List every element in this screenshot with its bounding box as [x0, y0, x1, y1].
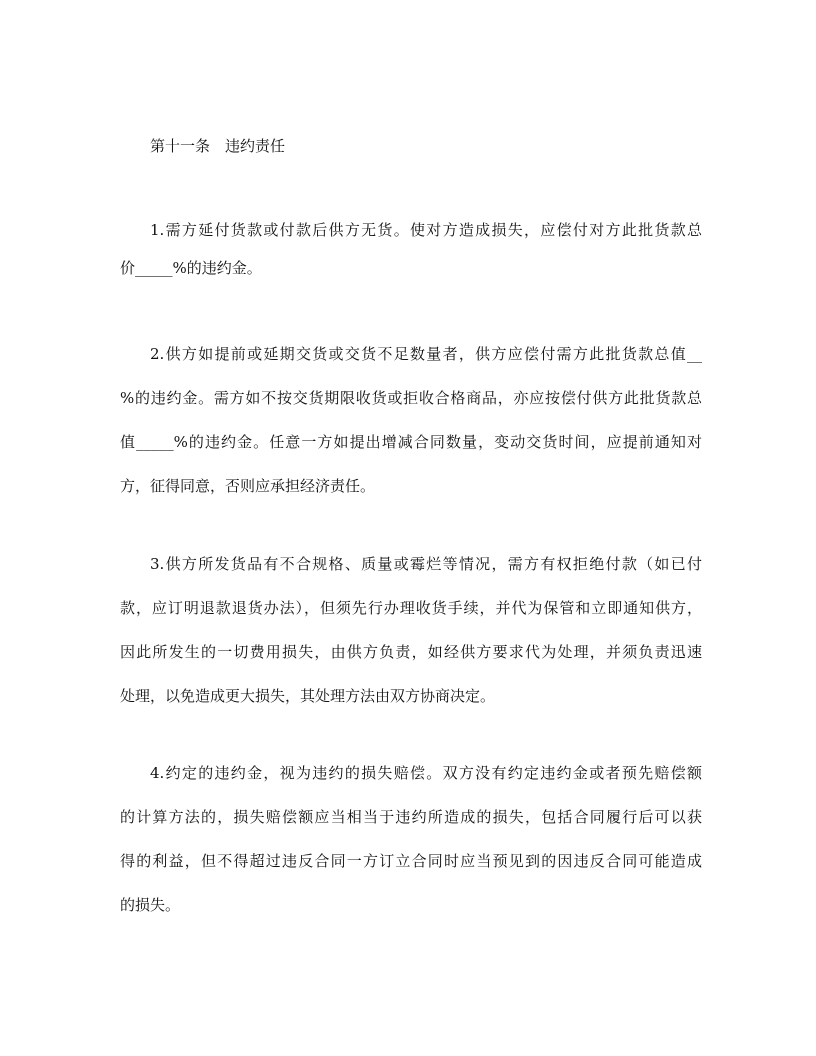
clause-4-line-2: 的计算方法的，损失赔偿额应当相当于违约所造成的损失，包括合同履行后可以获	[120, 808, 702, 826]
clause-1	[120, 218, 702, 280]
clause-1-line-1: 1.需方延付货款或付款后供方无货。使对方造成损失，应偿付对方此批货款总	[150, 221, 702, 239]
clause-4-line-3: 得的利益，但不得超过违反合同一方订立合同时应当预见到的因违反合同可能造成	[120, 852, 702, 870]
clause-2-line-4: 方，征得同意，否则应承担经济责任。	[120, 477, 376, 495]
clause-2-line-3: 值_____%的违约金。任意一方如提出增减合同数量，变动交货时间，应提前通知对	[120, 433, 702, 451]
clause-1-line-2: 价_____%的违约金。	[120, 259, 262, 277]
clause-3-line-3: 因此所发生的一切费用损失，由供方负责，如经供方要求代为处理，并须负责迅速	[120, 643, 702, 661]
article-heading: 第十一条 违约责任	[150, 137, 286, 155]
clause-4	[120, 761, 702, 917]
clause-3-line-2: 款，应订明退款退货办法），但须先行办理收货手续，并代为保管和立即通知供方，	[120, 599, 702, 617]
clause-4-line-4: 的损失。	[120, 896, 181, 914]
clause-3-line-4: 处理，以免造成更大损失，其处理方法由双方协商决定。	[120, 687, 496, 705]
clause-2	[120, 342, 702, 498]
clause-2-line-2: %的违约金。需方如不按交货期限收货或拒收合格商品，亦应按偿付供方此批货款总	[120, 389, 702, 407]
clause-3-line-1: 3.供方所发货品有不合规格、质量或霉烂等情况，需方有权拒绝付款（如已付	[150, 555, 702, 573]
clause-2-line-1: 2.供方如提前或延期交货或交货不足数量者，供方应偿付需方此批货款总值__	[150, 345, 702, 363]
clause-4-line-1: 4.约定的违约金，视为违约的损失赔偿。双方没有约定违约金或者预先赔偿额	[150, 764, 702, 782]
clause-3	[120, 552, 702, 708]
